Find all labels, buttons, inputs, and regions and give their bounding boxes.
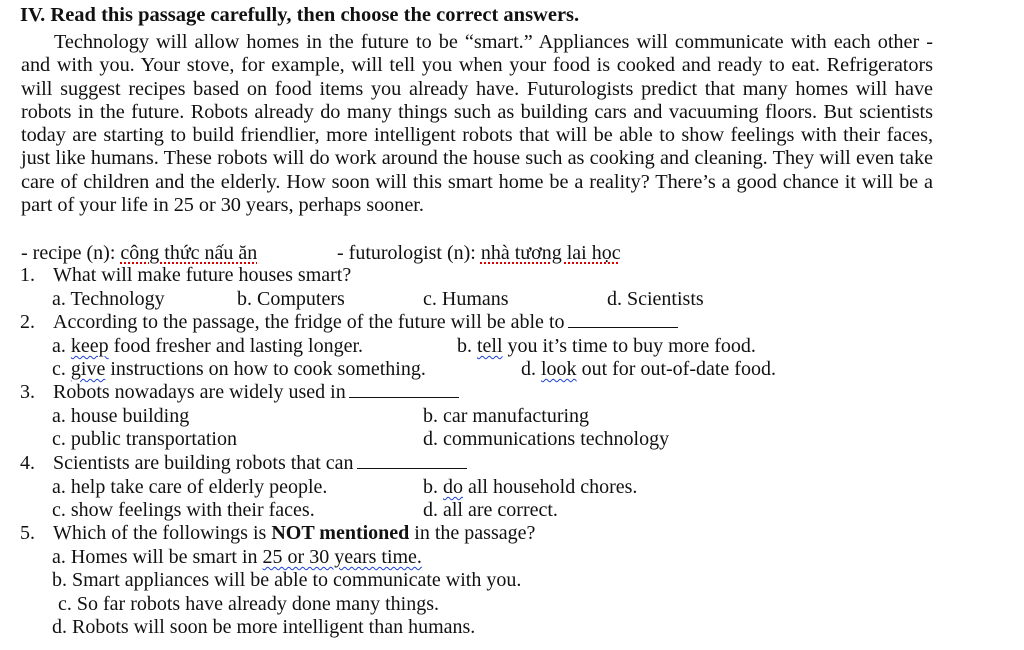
question-number: 5. <box>20 522 35 544</box>
q1-option-b[interactable]: b. Computers <box>237 288 345 310</box>
vocab-term: - futurologist (n): <box>337 242 481 264</box>
vocab-meaning: công thức nấu ăn <box>120 242 258 264</box>
q5-option-d[interactable]: d. Robots will soon be more intelligent than humans. <box>52 616 476 638</box>
q5-option-c[interactable]: c. So far robots have already done many things. <box>58 593 440 615</box>
question-3 <box>20 381 459 404</box>
question-number: 3. <box>20 381 35 403</box>
question-text: According to the passage, the fridge of the future will be able to <box>53 311 565 333</box>
question-text: Scientists are building robots that can <box>53 452 354 474</box>
q3-option-c[interactable]: c. public transportation <box>52 428 237 450</box>
vocab-recipe <box>21 242 257 265</box>
q3-option-d[interactable]: d. communications technology <box>423 428 670 450</box>
q1-option-a[interactable]: a. Technology <box>52 288 165 310</box>
question-number: 2. <box>20 311 35 333</box>
question-number: 4. <box>20 452 35 474</box>
question-text-after: in the passage? <box>409 522 536 544</box>
question-text-before: Which of the followings is <box>53 522 272 544</box>
q1-option-d[interactable]: d. Scientists <box>607 288 704 310</box>
q4-option-c[interactable]: c. show feelings with their faces. <box>52 499 315 521</box>
q3-option-a[interactable]: a. house building <box>52 405 190 427</box>
answer-blank <box>568 313 678 328</box>
cropped-previous-line <box>0 0 1024 2</box>
question-number: 1. <box>20 264 35 286</box>
answer-blank <box>349 383 459 398</box>
reading-passage: Technology will allow homes in the future to be “smart.” Appliances will communicate with each other - and with you. Your stove, for example, will tell you when your food is cooked and ready to eat. Refrigerators will suggest recipes based on food items you already have. Futurologists predict that many homes will have robots in the future. Robots already do many things such as building cars and vacuuming floors. But scientists today are starting to build friendlier, more intelligent robots that will be able to show feelings with their faces, just like humans. These robots will do work around the house such as cooking and cleaning. They will even take care of children and the elderly. How soon will this smart home be a reality? There’s a good chance it will be a part of your life in 25 or 30 years, perhaps sooner. <box>21 31 933 217</box>
cropped-next-line <box>20 636 1024 650</box>
q4-option-b[interactable]: b. do all household chores. <box>423 476 638 498</box>
q1-option-c[interactable]: c. Humans <box>423 288 509 310</box>
q4-option-d[interactable]: d. all are correct. <box>423 499 558 521</box>
question-5 <box>20 522 535 545</box>
question-emphasis: NOT mentioned <box>271 522 410 544</box>
q5-option-a[interactable]: a. Homes will be smart in 25 or 30 years time. <box>52 546 422 568</box>
vocab-futurologist <box>337 242 621 265</box>
question-4 <box>20 452 467 475</box>
q2-option-b[interactable]: b. tell you it’s time to buy more food. <box>457 335 756 357</box>
section-heading: IV. Read this passage carefully, then choose the correct answers. <box>20 4 580 26</box>
q3-option-b[interactable]: b. car manufacturing <box>423 405 590 427</box>
vocab-meaning: nhà tương lai học <box>480 242 621 264</box>
q4-option-a[interactable]: a. help take care of elderly people. <box>52 476 328 498</box>
answer-blank <box>357 454 467 469</box>
question-text: Robots nowadays are widely used in <box>53 381 346 403</box>
q2-option-d[interactable]: d. look out for out-of-date food. <box>521 358 776 380</box>
vocab-term: - recipe (n): <box>21 242 121 264</box>
question-text: What will make future houses smart? <box>53 264 352 286</box>
q2-option-c[interactable]: c. give instructions on how to cook something. <box>52 358 426 380</box>
q5-option-b[interactable]: b. Smart appliances will be able to communicate with you. <box>52 569 522 591</box>
question-2 <box>20 311 678 334</box>
q2-option-a[interactable]: a. keep food fresher and lasting longer. <box>52 335 364 357</box>
question-1 <box>20 264 351 287</box>
